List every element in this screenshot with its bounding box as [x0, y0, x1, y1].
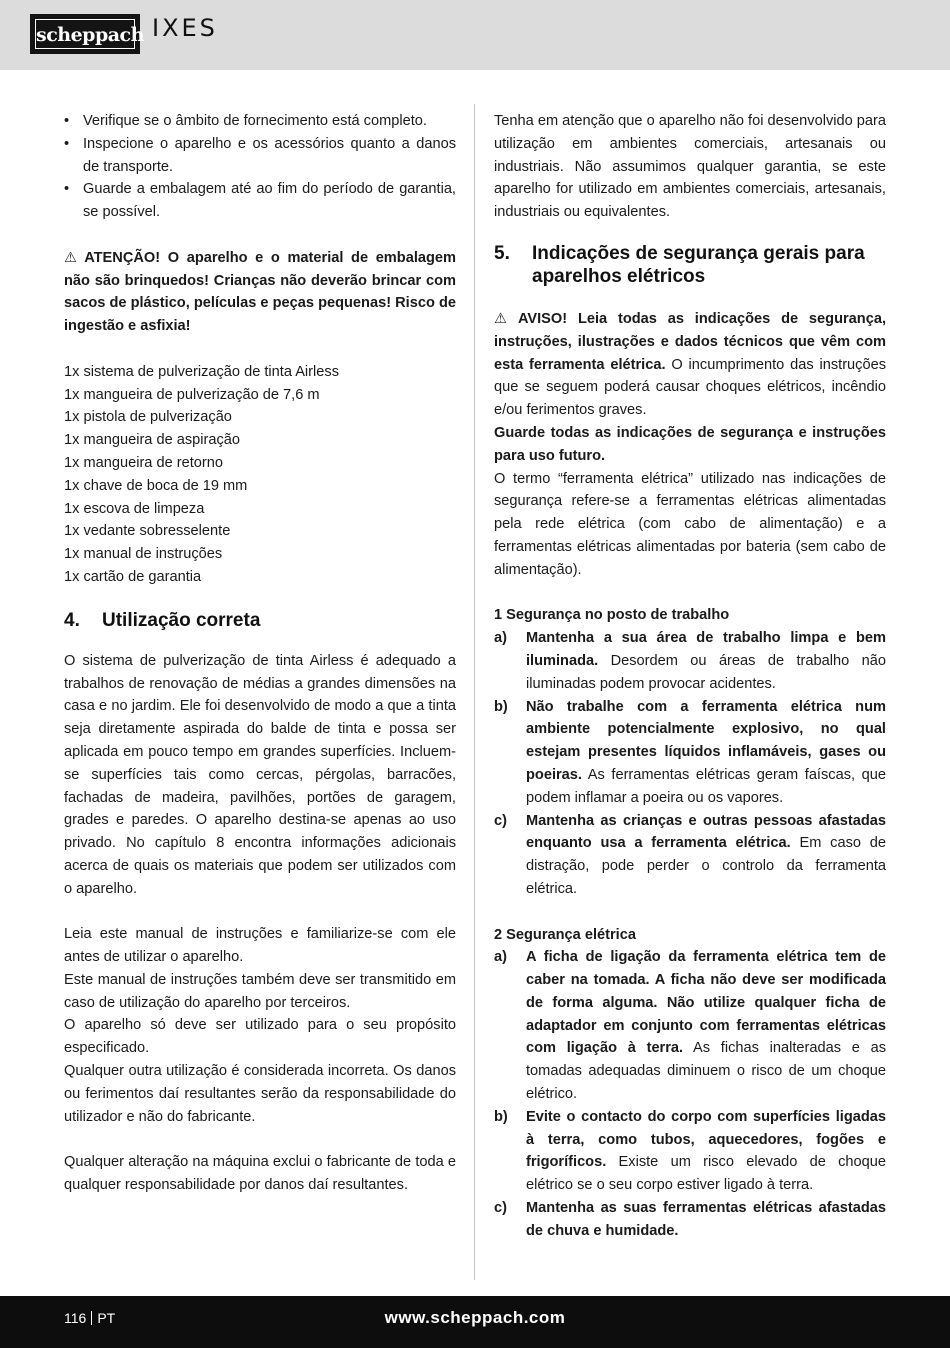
section-4-heading — [64, 609, 456, 632]
website-url: www.scheppach.com — [384, 1308, 566, 1327]
paragraph: Guarde todas as indicações de segurança e instruções para uso futuro. — [494, 424, 886, 464]
item-bold: Mantenha as suas ferramentas elétricas afastadas de chuva e humidade. — [526, 1200, 886, 1239]
item-bold: Não trabalhe com a ferramenta elétrica num ambiente potencialmente explosivo, no qual estejam presentes líquidos inflamáveis, gases ou poeiras. — [526, 698, 886, 783]
item-text: As ferramentas elétricas geram faíscas, que podem inflamar a poeira ou os vapores. — [526, 766, 886, 806]
item-label: a) — [494, 949, 507, 966]
warning-icon: ⚠ — [494, 310, 508, 327]
section-number: 5. — [494, 242, 510, 264]
list-item — [494, 810, 886, 901]
paragraph: Qualquer alteração na máquina exclui o fabricante de toda e qualquer responsabilidade por danos daí resultantes. — [64, 1154, 456, 1194]
paragraph: Leia este manual de instruções e familiarize-se com ele antes de utilizar o aparelho. — [64, 926, 456, 966]
aviso-bold: AVISO! Leia todas as indicações de segurança, instruções, ilustrações e dados técnicos que vêm com esta ferramenta elétrica. — [494, 310, 886, 373]
list-item: 1x manual de instruções — [64, 546, 223, 563]
language-code: PT — [97, 1310, 116, 1326]
item-label: b) — [494, 698, 508, 715]
right-column — [494, 110, 886, 1243]
item-label: c) — [494, 1200, 507, 1217]
ixes-brand: IXES — [152, 14, 218, 42]
paragraph: O termo “ferramenta elétrica” utilizado nas indicações de segurança refere-se a ferramentas elétricas alimentadas pela rede elétrica (com cabo de alimentação) e a ferramentas elétricas alimentadas por bateria (sem cabo de alimentação). — [494, 470, 886, 578]
list-item — [494, 1197, 886, 1243]
aviso-text: O incumprimento das instruções que se seguem poderá causar choques elétricos, incêndio e/ou ferimentos graves. — [494, 356, 887, 419]
paragraph: Qualquer outra utilização é considerada incorreta. Os danos ou ferimentos daí resultantes serão da responsabilidade do utilizador e não do fabricante. — [64, 1063, 456, 1125]
item-label: c) — [494, 812, 507, 829]
list-item: 1x vedante sobresselente — [64, 523, 231, 540]
page-number: 116 — [64, 1310, 87, 1326]
section-number: 4. — [64, 609, 80, 631]
list-item: • Inspecione o aparelho e os acessórios quanto a danos de transporte. — [64, 133, 456, 179]
list-item: 1x pistola de pulverização — [64, 409, 232, 426]
list-item: 1x mangueira de aspiração — [64, 432, 241, 449]
list-item: 1x mangueira de retorno — [64, 454, 224, 471]
item-label: b) — [494, 1108, 508, 1125]
item-text: Em caso de distração, pode perder o controlo da ferramenta elétrica. — [526, 835, 886, 897]
item-text: Desordem ou áreas de trabalho não iluminadas podem provocar acidentes. — [526, 652, 886, 692]
list-item — [494, 946, 886, 1106]
page-footer — [0, 1296, 950, 1348]
subsection-title: 2 Segurança elétrica — [494, 926, 636, 943]
item-text: As fichas inalteradas e as tomadas adequadas diminuem o risco de um choque elétrico. — [526, 1040, 886, 1103]
contents-list — [64, 361, 456, 589]
logo-text: scheppach — [35, 19, 135, 49]
list-item — [494, 627, 886, 695]
list-item — [494, 1106, 886, 1197]
section-title: Utilização correta — [102, 609, 261, 631]
list-item: 1x sistema de pulverização de tinta Airless — [64, 363, 339, 380]
paragraph: Este manual de instruções também deve ser transmitido em caso de utilização do aparelho por terceiros. — [64, 971, 456, 1011]
list-item: • Guarde a embalagem até ao fim do período de garantia, se possível. — [64, 178, 456, 224]
subsection-title: 1 Segurança no posto de trabalho — [494, 607, 730, 624]
item-bold: Evite o contacto do corpo com superfícies ligadas à terra, como tubos, aquecedores, fogões e frigoríficos. — [526, 1108, 886, 1171]
item-bold: Mantenha a sua área de trabalho limpa e bem iluminada. — [526, 630, 886, 669]
item-text: Existe um risco elevado de choque elétrico se o seu corpo estiver ligado à terra. — [526, 1154, 886, 1194]
item-bold: Mantenha as crianças e outras pessoas afastadas enquanto usa a ferramenta elétrica. — [526, 812, 886, 852]
item-label: a) — [494, 630, 507, 647]
section-title: Indicações de segurança gerais para aparelhos elétricos — [532, 242, 865, 287]
left-column — [64, 110, 456, 1197]
item-bold: A ficha de ligação da ferramenta elétrica tem de caber na tomada. A ficha não deve ser modificada de forma alguma. Não utilize qualquer ficha de adaptador em conjunto com ferramentas elétricas com ligação à terra. — [526, 949, 886, 1057]
warning-paragraph — [64, 247, 456, 338]
paragraph: Tenha em atenção que o aparelho não foi desenvolvido para utilização em ambientes comerciais, artesanais ou industriais. Não assumimos qualquer garantia, se este aparelho for utilizado em ambientes comerciais, artesanais, industriais ou equivalentes. — [494, 113, 886, 221]
section-5-heading — [494, 242, 886, 288]
checklist — [64, 110, 456, 224]
list-item: 1x cartão de garantia — [64, 568, 202, 585]
paragraph: O sistema de pulverização de tinta Airless é adequado a trabalhos de renovação de médias a grandes dimensões na casa e no jardim. Ele foi desenvolvido de modo a que a tinta seja diretamente aspirada do balde de tinta e possa ser aplicada em pouco tempo em grandes superfícies. Incluem-se superfícies tais como cercas, pérgolas, barracões, fachadas de madeira, pavilhões, portões de garagem, grades e paredes. O aparelho destina-se apenas ao uso privado. No capítulo 8 encontra informações adicionais acerca de quais os materiais que podem ser utilizados com o aparelho. — [64, 652, 456, 897]
aviso-paragraph — [494, 308, 886, 422]
scheppach-logo — [30, 14, 144, 54]
list-item: 1x mangueira de pulverização de 7,6 m — [64, 386, 320, 403]
warning-text: ATENÇÃO! O aparelho e o material de embalagem não são brinquedos! Crianças não deverão brincar com sacos de plástico, películas e peças pequenas! Risco de ingestão e asfixia! — [64, 249, 456, 335]
page-header — [0, 0, 950, 70]
warning-icon: ⚠ — [64, 249, 78, 266]
list-item: 1x chave de boca de 19 mm — [64, 477, 248, 494]
list-item: • Verifique se o âmbito de fornecimento está completo. — [64, 110, 456, 133]
list-item — [494, 696, 886, 810]
paragraph: O aparelho só deve ser utilizado para o seu propósito especificado. — [64, 1017, 456, 1057]
list-item: 1x escova de limpeza — [64, 500, 205, 517]
column-divider — [474, 104, 475, 1280]
